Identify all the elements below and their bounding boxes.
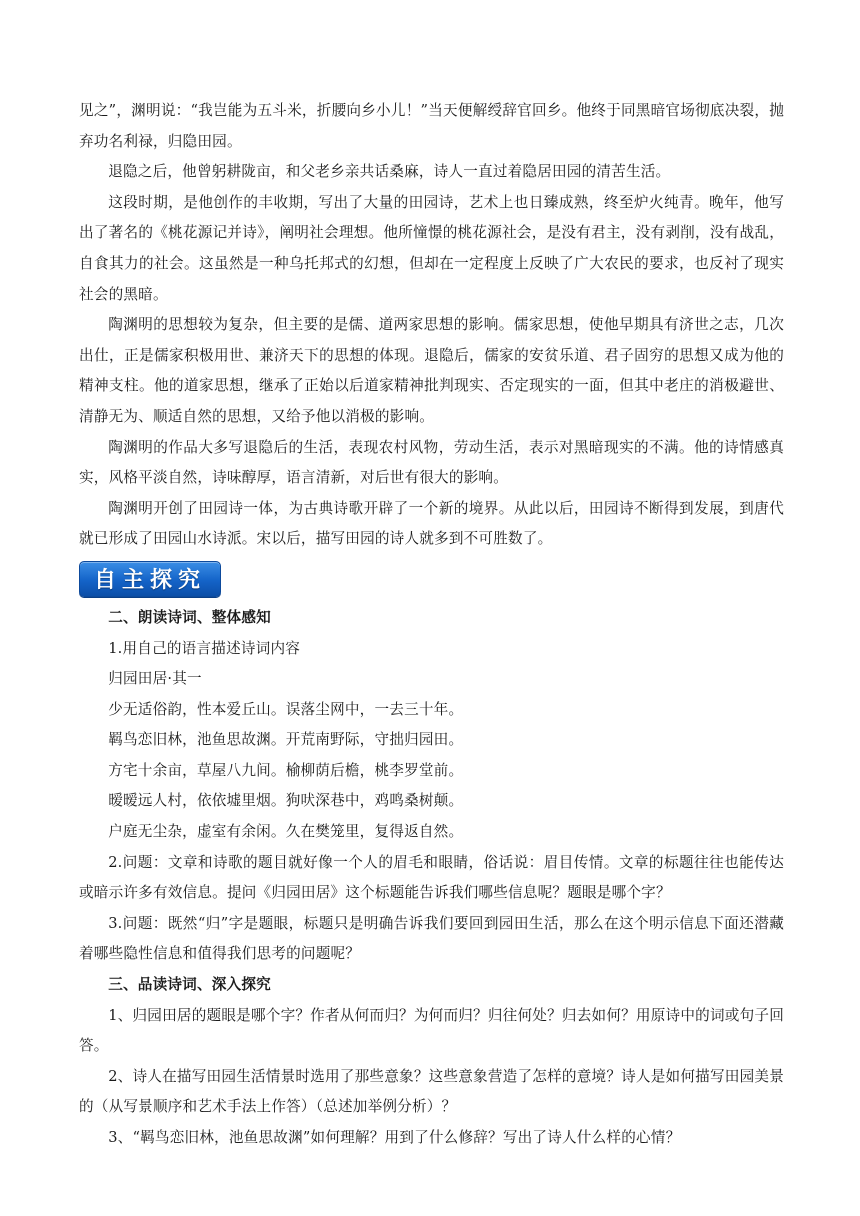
- question-item: 1、归园田居的题眼是哪个字？作者从何而归？为何而归？归往何处？归去如何？用原诗中的词或句子回答。: [79, 1006, 784, 1055]
- poem-line: 羁鸟恋旧林，池鱼思故渊。开荒南野际，守拙归园田。: [108, 731, 464, 749]
- question-item: 3.问题：既然“归”字是题眼，标题只是明确告诉我们要回到园田生活，那么在这个明示信息下面还潜藏着哪些隐性信息和值得我们思考的问题呢？: [79, 914, 784, 963]
- paragraph: 陶渊明的思想较为复杂，但主要的是儒、道两家思想的影响。儒家思想，使他早期具有济世之志，几次出仕，正是儒家积极用世、兼济天下的思想的体现。退隐后，儒家的安贫乐道、君子固穷的思想又成为他的精神支柱。他的道家思想，继承了正始以后道家精神批判现实、否定现实的一面，但其中老庄的消极避世、清静无为、顺适自然的思想，又给予他以消极的影响。: [79, 316, 784, 425]
- section-heading: 三、品读诗词、深入探究: [108, 976, 271, 994]
- paragraph: 陶渊明的作品大多写退隐后的生活，表现农村风物，劳动生活，表示对黑暗现实的不满。他的诗情感真实，风格平淡自然，诗味醇厚，语言清新，对后世有很大的影响。: [79, 438, 784, 487]
- poem-line: 户庭无尘杂，虚室有余闲。久在樊笼里，复得返自然。: [108, 823, 464, 841]
- paragraph: 退隐之后，他曾躬耕陇亩，和父老乡亲共话桑麻，诗人一直过着隐居田园的清苦生活。: [108, 163, 671, 181]
- question-item: 2、诗人在描写田园生活情景时选用了那些意象？这些意象营造了怎样的意境？诗人是如何描写田园美景的（从写景顺序和艺术手法上作答）（总述加举例分析）？: [79, 1067, 784, 1116]
- poem-line: 暧暧远人村，依依墟里烟。狗吠深巷中，鸡鸣桑树颠。: [108, 792, 464, 810]
- paragraph: 这段时期，是他创作的丰收期，写出了大量的田园诗，艺术上也日臻成熟，终至炉火纯青。晚年，他写出了著名的《桃花源记并诗》，阐明社会理想。他所憧憬的桃花源社会，是没有君主，没有剥削，没有战乱，自食其力的社会。这虽然是一种乌托邦式的幻想，但却在一定程度上反映了广大农民的要求，也反衬了现实社会的黑暗。: [79, 193, 784, 303]
- section-banner: [79, 561, 221, 597]
- paragraph: 陶渊明开创了田园诗一体，为古典诗歌开辟了一个新的境界。从此以后，田园诗不断得到发展，到唐代就已形成了田园山水诗派。宋以后，描写田园的诗人就多到不可胜数了。: [79, 499, 784, 548]
- section-banner-label: 自主探究: [93, 568, 206, 594]
- question-item: 3、“羁鸟恋旧林，池鱼思故渊”如何理解？用到了什么修辞？写出了诗人什么样的心情？: [108, 1129, 681, 1146]
- document-page: [79, 96, 784, 1154]
- paragraph: 见之”，渊明说：“我岂能为五斗米，折腰向乡小儿！”当天便解绶辞官回乡。他终于同黑暗官场彻底决裂，抛弃功名利禄，归隐田园。: [79, 102, 784, 150]
- poem-line: 少无适俗韵，性本爱丘山。误落尘网中，一去三十年。: [108, 700, 464, 718]
- poem-title: 归园田居·其一: [108, 670, 202, 688]
- question-item: 1.用自己的语言描述诗词内容: [108, 639, 301, 657]
- poem-line: 方宅十余亩，草屋八九间。榆柳荫后檐，桃李罗堂前。: [108, 761, 464, 779]
- section-heading: 二、朗读诗词、整体感知: [108, 608, 271, 626]
- question-item: 2.问题：文章和诗歌的题目就好像一个人的眉毛和眼睛，俗话说：眉目传情。文章的标题往往也能传达或暗示许多有效信息。提问《归园田居》这个标题能告诉我们哪些信息呢？题眼是哪个字？: [79, 853, 784, 902]
